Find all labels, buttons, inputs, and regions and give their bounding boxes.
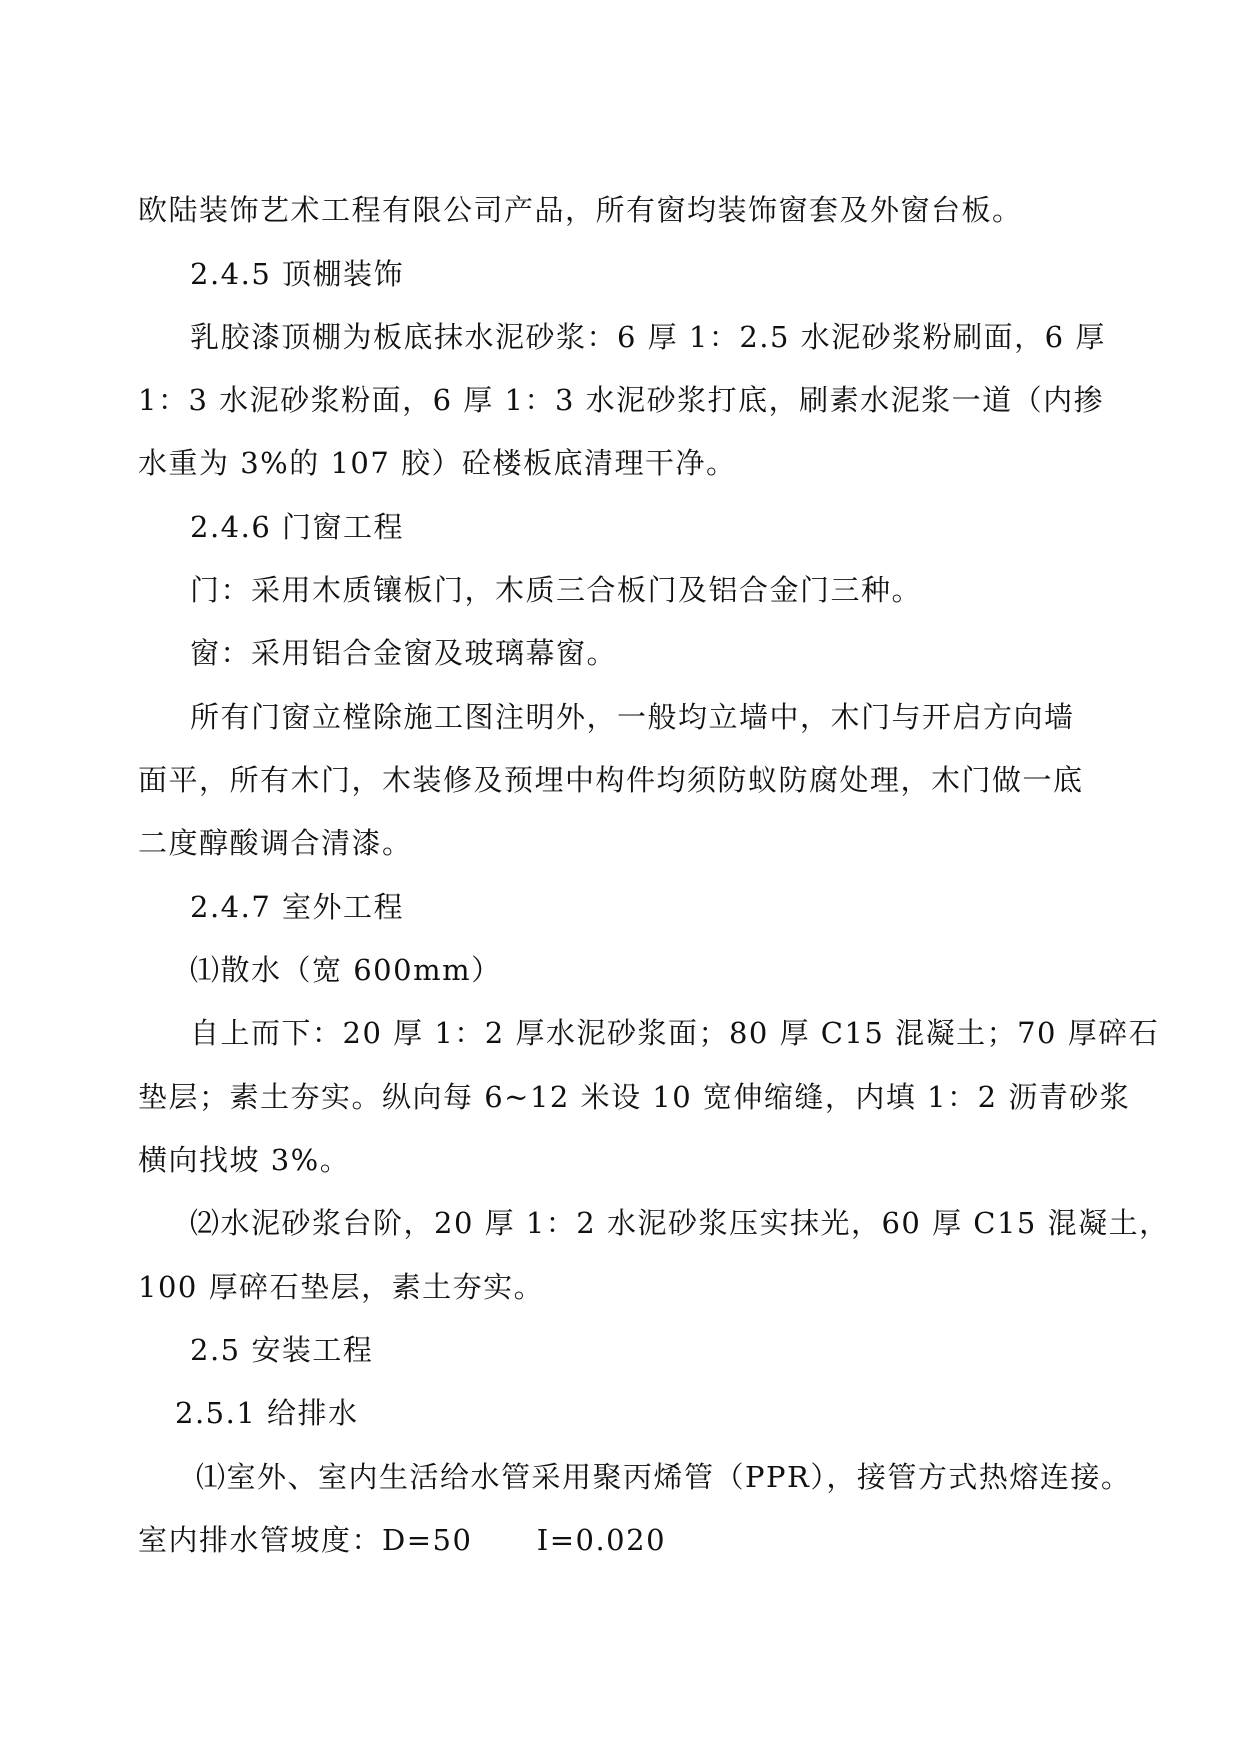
paragraph-line: 1：3 水泥砂浆粉面，6 厚 1：3 水泥砂浆打底，刷素水泥浆一道（内掺: [138, 383, 1105, 417]
paragraph-line: 乳胶漆顶棚为板底抹水泥砂浆：6 厚 1：2.5 水泥砂浆粉刷面，6 厚: [190, 320, 1106, 354]
paragraph-line: 室内排水管坡度：D=50 I=0.020: [138, 1523, 667, 1557]
paragraph-line: 欧陆装饰艺术工程有限公司产品，所有窗均装饰窗套及外窗台板。: [138, 193, 1023, 227]
paragraph-line: ⑴室外、室内生活给水管采用聚丙烯管（PPR），接管方式热熔连接。: [196, 1460, 1132, 1494]
section-heading: 2.4.5 顶棚装饰: [190, 257, 405, 291]
paragraph-line: 门：采用木质镶板门，木质三合板门及铝合金门三种。: [190, 573, 923, 607]
paragraph-line: 窗：采用铝合金窗及玻璃幕窗。: [190, 636, 618, 670]
paragraph-line: 水重为 3%的 107 胶）砼楼板底清理干净。: [138, 446, 737, 480]
paragraph-line: 横向找坡 3%。: [138, 1143, 351, 1177]
paragraph-line: 所有门窗立樘除施工图注明外，一般均立墙中，木门与开启方向墙: [190, 700, 1075, 734]
paragraph-line: 自上而下：20 厚 1：2 厚水泥砂浆面；80 厚 C15 混凝土；70 厚碎石: [190, 1016, 1160, 1050]
paragraph-line: ⑵水泥砂浆台阶，20 厚 1：2 水泥砂浆压实抹光，60 厚 C15 混凝土，: [190, 1206, 1170, 1240]
subsection-line: ⑴散水（宽 600mm）: [190, 953, 502, 987]
section-heading: 2.5 安装工程: [190, 1333, 374, 1367]
section-heading: 2.4.7 室外工程: [190, 890, 405, 924]
paragraph-line: 面平，所有木门，木装修及预埋中构件均须防蚁防腐处理，木门做一底: [138, 763, 1084, 797]
paragraph-line: 二度醇酸调合清漆。: [138, 826, 413, 860]
paragraph-line: 垫层；素土夯实。纵向每 6~12 米设 10 宽伸缩缝，内填 1：2 沥青砂浆: [138, 1080, 1131, 1114]
section-heading: 2.4.6 门窗工程: [190, 510, 405, 544]
paragraph-line: 100 厚碎石垫层，素土夯实。: [138, 1270, 545, 1304]
section-heading: 2.5.1 给排水: [175, 1396, 359, 1430]
